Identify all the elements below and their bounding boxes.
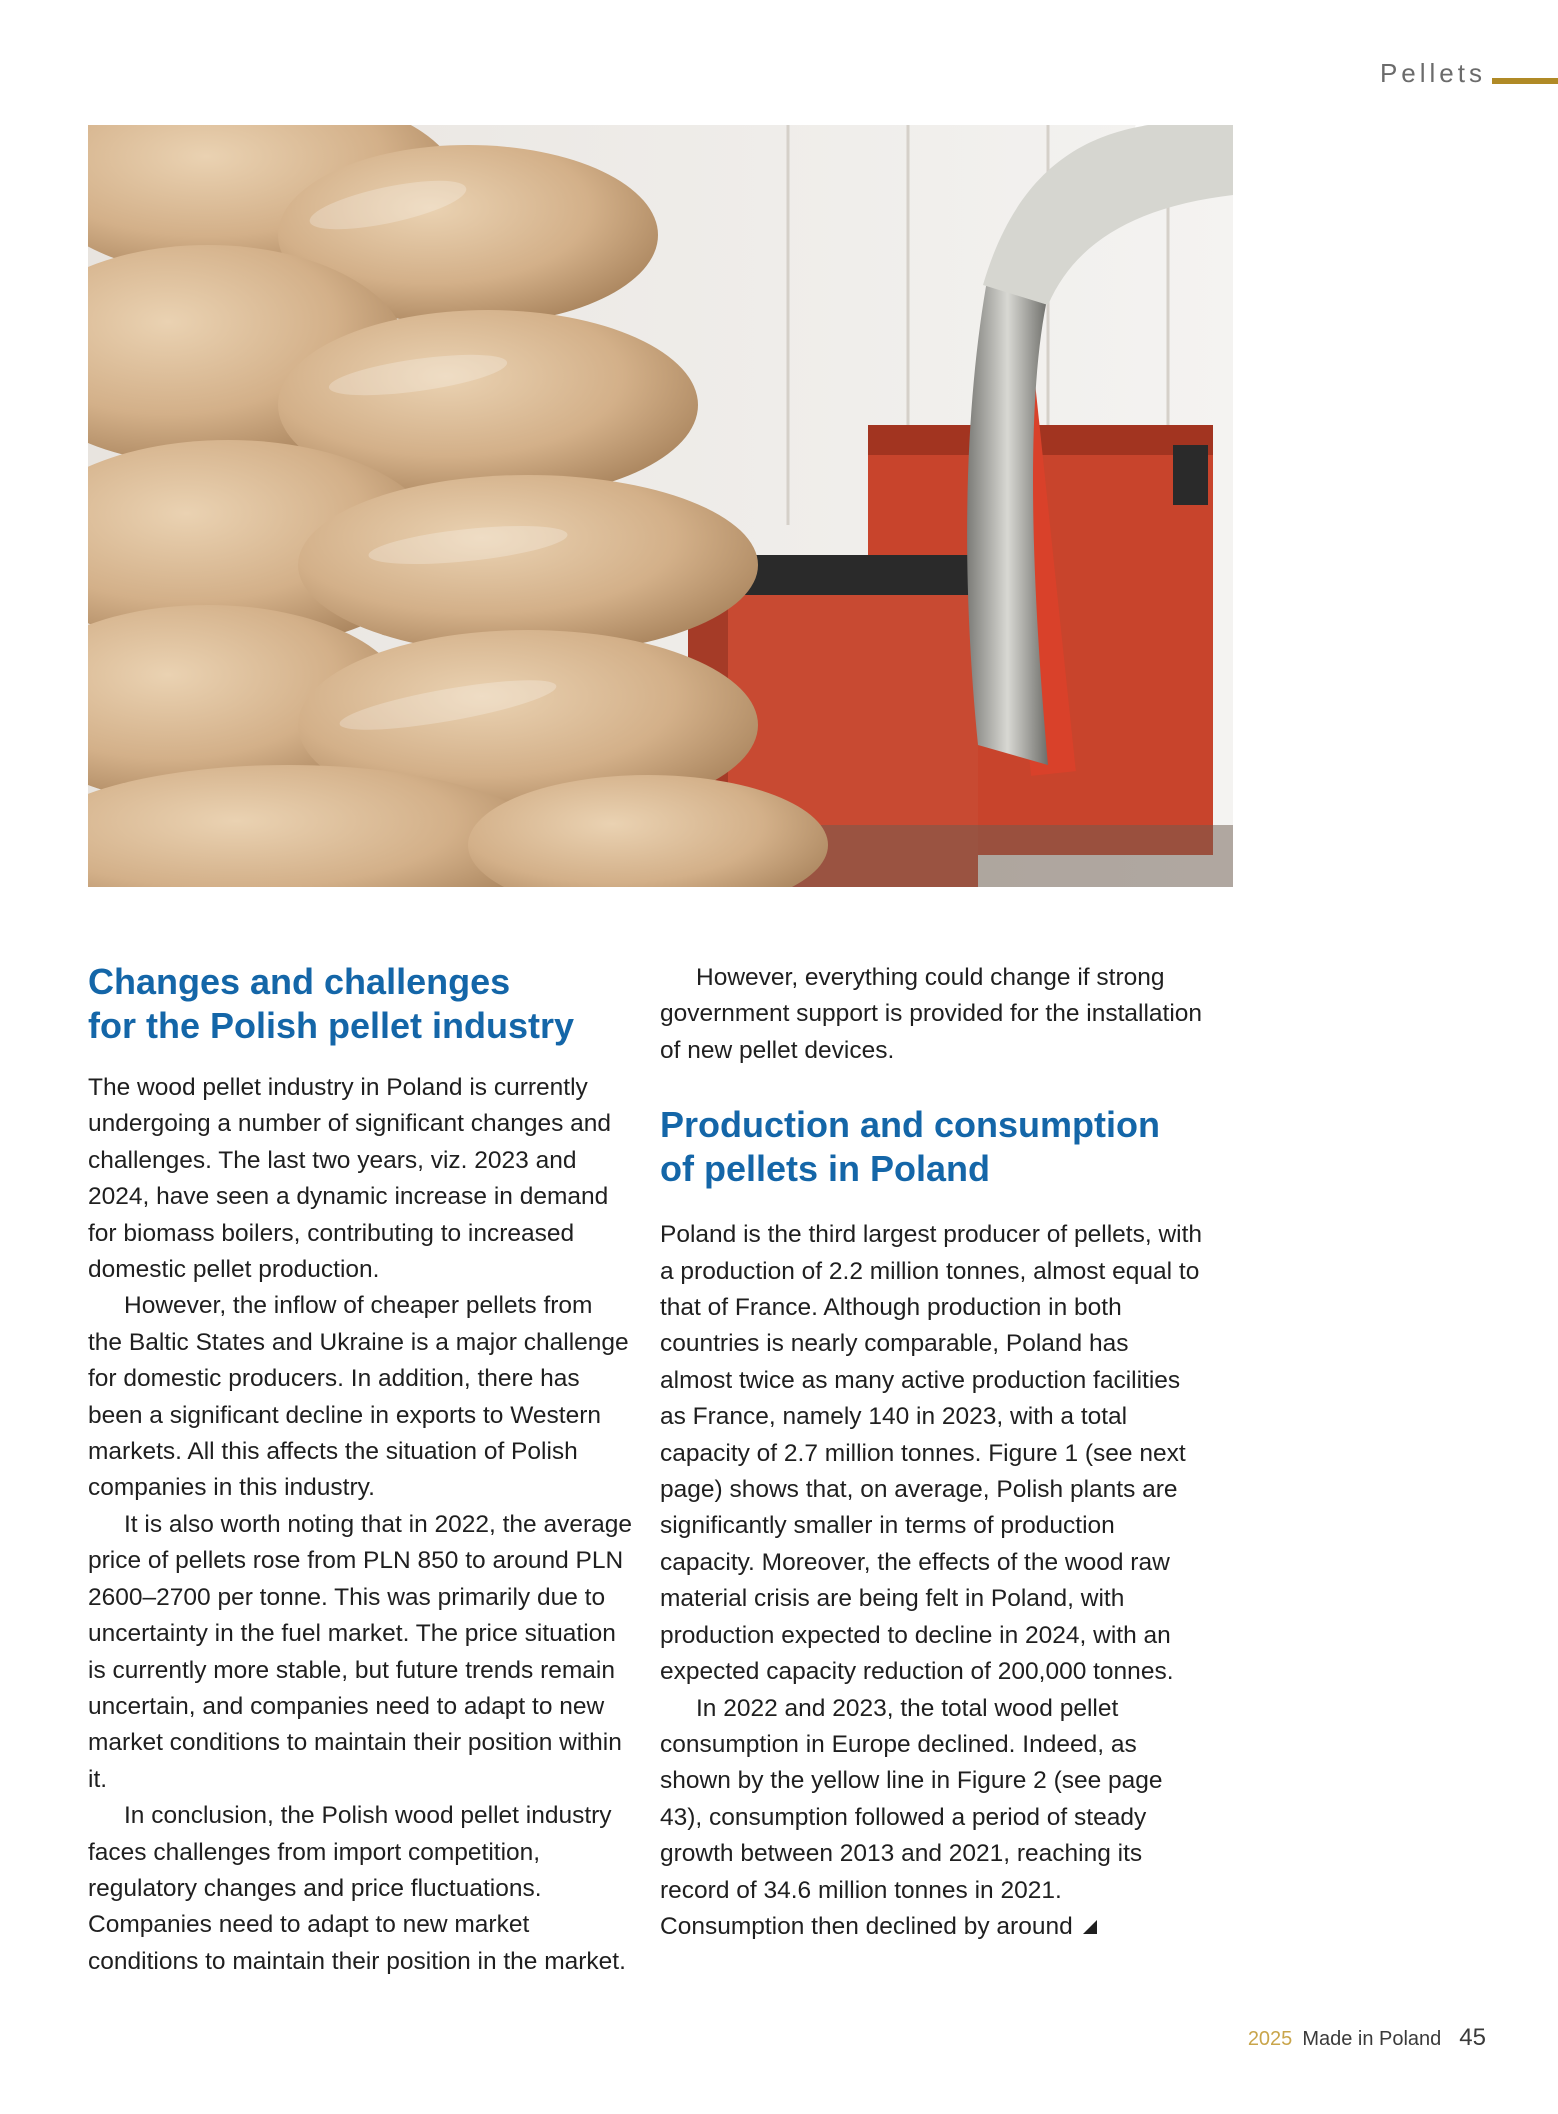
paragraph-text: In 2022 and 2023, the total wood pellet consumption in Europe declined. Indeed, as shown by the yellow line in Figure 2 (see page 43), consumption followed a period of steady growth between 2013 and 2021, reaching its record of 34.6 million tonnes in 2021. Consumption then declined by around	[660, 1694, 1163, 1940]
paragraph: It is also worth noting that in 2022, the average price of pellets rose from PLN 850 to around PLN 2600–2700 per tonne. This was primarily due to uncertainty in the fuel market. The price situation is currently more stable, but future trends remain uncertain, and companies need to adapt to new market conditions to maintain their position within it.	[88, 1510, 633, 1793]
heading-line: Changes and challenges	[88, 961, 511, 1002]
footer-year: 2025	[1247, 2028, 1293, 2050]
right-column	[660, 960, 1205, 1945]
paragraph: However, the inflow of cheaper pellets from the Baltic States and Ukraine is a major challenge for domestic producers. In addition, there has been a significant decline in exports to Western markets. All this affects the situation of Polish companies in this industry.	[88, 1292, 629, 1502]
heading-changes-challenges	[88, 960, 633, 1048]
heading-line: of pellets in Poland	[660, 1148, 991, 1190]
section-label: Pellets	[1379, 58, 1486, 88]
heading-line: Production and consumption	[660, 1104, 1160, 1146]
page-number: 45	[1459, 2024, 1486, 2051]
paragraph: In conclusion, the Polish wood pellet industry faces challenges from import competition, regulatory changes and price fluctuations. Companies need to adapt to new market conditions to maintain their position in the market.	[88, 1802, 626, 1975]
paragraph-continued	[660, 1691, 1205, 1946]
continue-arrow-icon	[1083, 1920, 1097, 1934]
paragraph: Poland is the third largest producer of pellets, with a production of 2.2 million tonnes, almost equal to that of France. Although production in both countries is nearly comparable, Poland has almost twice as many active production facilities as France, namely 140 in 2023, with a total capacity of 2.7 million tonnes. Figure 1 (see next page) shows that, on average, Polish plants are significantly smaller in terms of production capacity. Moreover, the effects of the wood raw material crisis are being felt in Poland, with production expected to decline in 2024, with an expected capacity reduction of 200,000 tonnes.	[660, 1221, 1203, 1686]
heading-line: for the Polish pellet industry	[88, 1005, 575, 1046]
page-footer	[1248, 2024, 1486, 2052]
section-accent-bar	[1492, 78, 1558, 84]
paragraph: The wood pellet industry in Poland is currently undergoing a number of significant changes and challenges. The last two years, viz. 2023 and 2024, have seen a dynamic increase in demand for biomass boilers, contributing to increased domestic pellet production.	[88, 1074, 612, 1284]
heading-production-consumption	[660, 1103, 1205, 1191]
pellet-bags-photo	[88, 125, 1233, 887]
paragraph: However, everything could change if strong government support is provided for the installation of new pellet devices.	[660, 964, 1203, 1064]
left-column	[88, 960, 633, 1980]
footer-publication: Made in Poland	[1302, 2028, 1442, 2050]
